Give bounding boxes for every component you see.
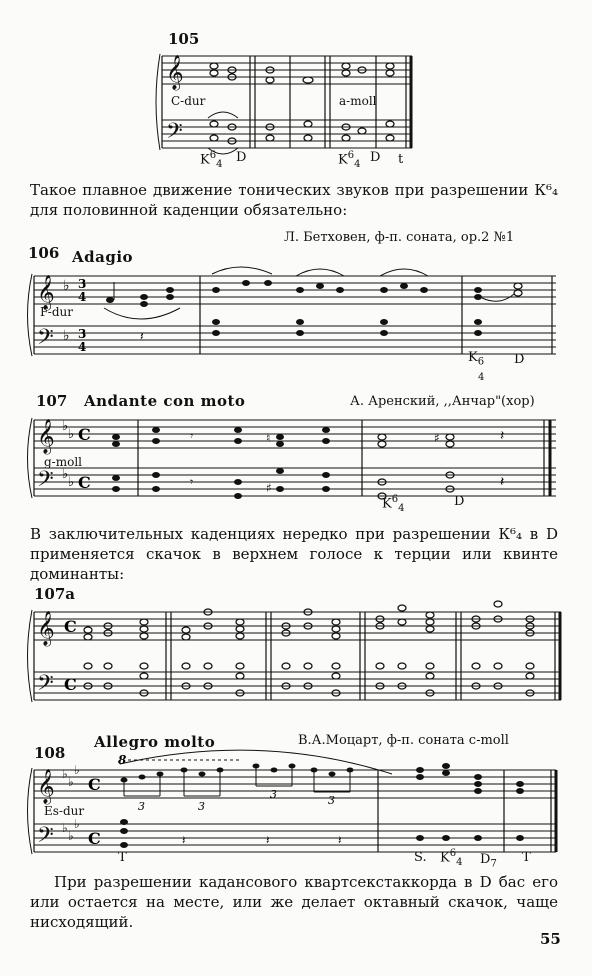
svg-text:♭: ♭ [62, 467, 69, 482]
svg-text:♭: ♭ [63, 328, 70, 344]
svg-text:C: C [78, 425, 91, 444]
svg-text:C: C [64, 617, 77, 636]
svg-text:♭: ♭ [74, 763, 80, 777]
example-106-key: F-dur [40, 305, 73, 319]
svg-text:♭: ♭ [68, 829, 74, 843]
example-105-key-treble: C-dur [171, 94, 206, 108]
example-108-credit: В.А.Моцарт, ф-п. соната c-moll [298, 733, 509, 748]
example-107a-number: 107a [34, 585, 76, 603]
svg-text:𝄽: 𝄽 [338, 833, 342, 847]
example-108-key: Es-dur [44, 804, 85, 818]
svg-text:3: 3 [328, 794, 335, 807]
example-106-number: 106 [28, 244, 60, 262]
svg-text:𝄾: 𝄾 [190, 429, 194, 443]
svg-text:𝄢: 𝄢 [37, 671, 54, 701]
svg-text:𝄞: 𝄞 [37, 419, 55, 454]
paragraph-3: При разрешении кадансового квартсекстаккорда в D бас его или остается на месте, или же делает октавный скачок, чаще нисходящий. [30, 873, 558, 931]
svg-text:𝄽: 𝄽 [500, 428, 505, 444]
example-106-func-d: D [514, 352, 525, 367]
example-105-func-d2: D [370, 150, 381, 165]
paragraph-2: В заключительных каденциях нередко при разрешении К⁶₄ в D применяется скачок в верхнем голосе к терции или квинте доминанты: [30, 525, 558, 583]
example-105-func-d: D [236, 150, 247, 165]
svg-text:4: 4 [78, 340, 87, 354]
page-number: 55 [540, 930, 561, 948]
example-107-func-k: $K^6_4$ [382, 494, 405, 514]
svg-text:𝄾: 𝄾 [190, 475, 194, 489]
example-105-key-bass: a-moll [339, 94, 377, 108]
svg-text:♯: ♯ [434, 431, 440, 445]
example-107-score [20, 412, 560, 512]
example-107-key: g-moll [44, 455, 83, 469]
svg-text:3: 3 [198, 800, 205, 813]
svg-text:𝄽: 𝄽 [500, 474, 505, 490]
svg-text:C: C [88, 829, 101, 848]
example-106-credit: Л. Бетховен, ф-п. соната, op.2 №1 [284, 230, 515, 245]
svg-text:♭: ♭ [62, 419, 69, 434]
svg-text:𝄽: 𝄽 [266, 833, 270, 847]
svg-text:C: C [78, 473, 91, 492]
example-105-func-t: t [398, 152, 404, 167]
svg-text:3: 3 [78, 327, 87, 341]
example-108-func-t: T [118, 850, 127, 865]
svg-text:C: C [64, 675, 77, 694]
svg-text:♯: ♯ [266, 481, 272, 495]
example-107-tempo: Andante con moto [84, 392, 246, 410]
svg-text:𝄞: 𝄞 [166, 55, 184, 90]
example-108-func-d7: $D_7$ [480, 852, 497, 870]
svg-text:C: C [88, 775, 101, 794]
svg-text:𝄽: 𝄽 [182, 833, 186, 847]
svg-text:3: 3 [270, 788, 277, 801]
example-105-func-k: $K^6_4$ [200, 150, 223, 170]
svg-text:♭: ♭ [62, 821, 68, 835]
example-108-func-k: $K^6_4$ [440, 848, 463, 868]
svg-text:♭: ♭ [68, 775, 74, 789]
svg-text:♭: ♭ [62, 767, 68, 781]
svg-text:♭: ♭ [68, 427, 75, 442]
svg-text:♮: ♮ [266, 431, 271, 445]
svg-text:𝄢: 𝄢 [166, 119, 183, 149]
svg-text:𝄞: 𝄞 [37, 769, 55, 804]
example-105-number: 105 [168, 30, 200, 48]
svg-text:𝄢: 𝄢 [37, 325, 54, 355]
example-105-func-k2: $K^6_4$ [338, 150, 361, 170]
svg-text:𝄽: 𝄽 [140, 329, 144, 343]
example-108-score [20, 752, 560, 862]
svg-text:♭: ♭ [68, 475, 75, 490]
svg-text:𝄞: 𝄞 [37, 611, 55, 646]
example-107-func-d: D [454, 494, 465, 509]
svg-text:3: 3 [78, 277, 87, 291]
example-107a-score [20, 600, 565, 710]
example-108-tempo: Allegro molto [94, 733, 216, 751]
svg-text:𝄢: 𝄢 [37, 467, 54, 497]
svg-text:𝄢: 𝄢 [37, 823, 54, 853]
svg-text:♭: ♭ [63, 278, 70, 294]
example-106-tempo: Adagio [72, 248, 134, 266]
svg-text:3: 3 [138, 800, 145, 813]
svg-text:♭: ♭ [74, 817, 80, 831]
svg-text:4: 4 [78, 290, 87, 304]
example-108-func-s: S. [414, 850, 427, 865]
svg-text:8: 8 [118, 753, 127, 767]
example-106-func-k: $K_6$ 4 [468, 350, 485, 383]
paragraph-1: Такое плавное движение тонических звуков при разрешении К⁶₄ для половинной каденции обязательно: [30, 181, 558, 219]
example-107-credit: А. Аренский, ,,Анчар"(хор) [350, 394, 535, 409]
svg-text:𝄞: 𝄞 [37, 275, 55, 310]
example-108-number: 108 [34, 744, 66, 762]
example-107-number: 107 [36, 392, 68, 410]
example-108-func-t2: T [522, 850, 531, 865]
